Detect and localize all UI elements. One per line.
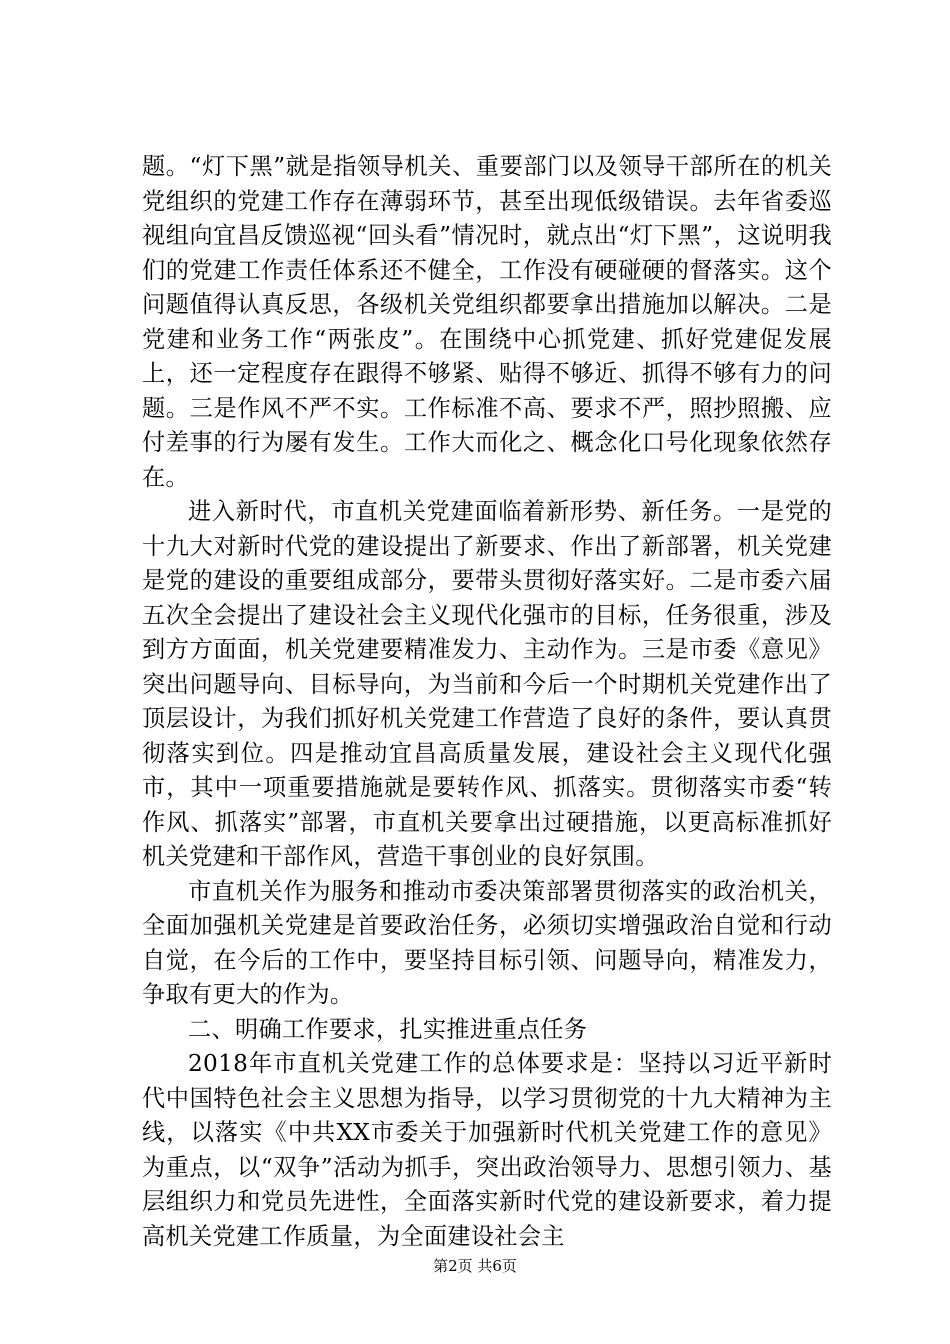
page-number: 第2页 共6页 [433, 1257, 517, 1275]
paragraph-4: 2018年市直机关党建工作的总体要求是：坚持以习近平新时代中国特色社会主义思想为指导，以学习贯彻党的十九大精神为主线，以落实《中共XX市委关于加强新时代机关党建工作的意见》为重点，以“双争”活动为抓手，突出政治领导力、思想引领力、基层组织力和党员先进性，全面落实新时代党的建设新要求，着力提高机关党建工作质量，为全面建设社会主 [142, 1050, 832, 1250]
paragraph-1: 题。“灯下黑”就是指领导机关、重要部门以及领导干部所在的机关党组织的党建工作存在薄弱环节，甚至出现低级错误。去年省委巡视组向宜昌反馈巡视“回头看”情况时，就点出“灯下黑”，这说明我们的党建工作责任体系还不健全，工作没有硬碰硬的督落实。这个问题值得认真反思，各级机关党组织都要拿出措施加以解决。二是党建和业务工作“两张皮”。在围绕中心抓党建、抓好党建促发展上，还一定程度存在跟得不够紧、贴得不够近、抓得不够有力的问题。三是作风不严不实。工作标准不高、要求不严，照抄照搬、应付差事的行为屡有发生。工作大而化之、概念化口号化现象依然存在。 [142, 153, 832, 491]
section-heading: 二、明确工作要求，扎实推进重点任务 [188, 1015, 588, 1043]
paragraph-2: 进入新时代，市直机关党建面临着新形势、新任务。一是党的十九大对新时代党的建设提出了新要求、作出了新部署，机关党建是党的建设的重要组成部分，要带头贯彻好落实好。二是市委六届五次全会提出了建设社会主义现代化强市的目标，任务很重，涉及到方方面面，机关党建要精准发力、主动作为。三是市委《意见》突出问题导向、目标导向，为当前和今后一个时期机关党建作出了顶层设计，为我们抓好机关党建工作营造了良好的条件，要认真贯彻落实到位。四是推动宜昌高质量发展，建设社会主义现代化强市，其中一项重要措施就是要转作风、抓落实。贯彻落实市委“转作风、抓落实”部署，市直机关要拿出过硬措施，以更高标准抓好机关党建和干部作风，营造干事创业的良好氛围。 [142, 498, 832, 870]
page-footer [0, 1256, 950, 1276]
paragraph-3: 市直机关作为服务和推动市委决策部署贯彻落实的政治机关，全面加强机关党建是首要政治任务，必须切实增强政治自觉和行动自觉，在今后的工作中，要坚持目标引领、问题导向，精准发力，争取有更大的作为。 [142, 877, 832, 1008]
document-body [142, 150, 832, 1254]
